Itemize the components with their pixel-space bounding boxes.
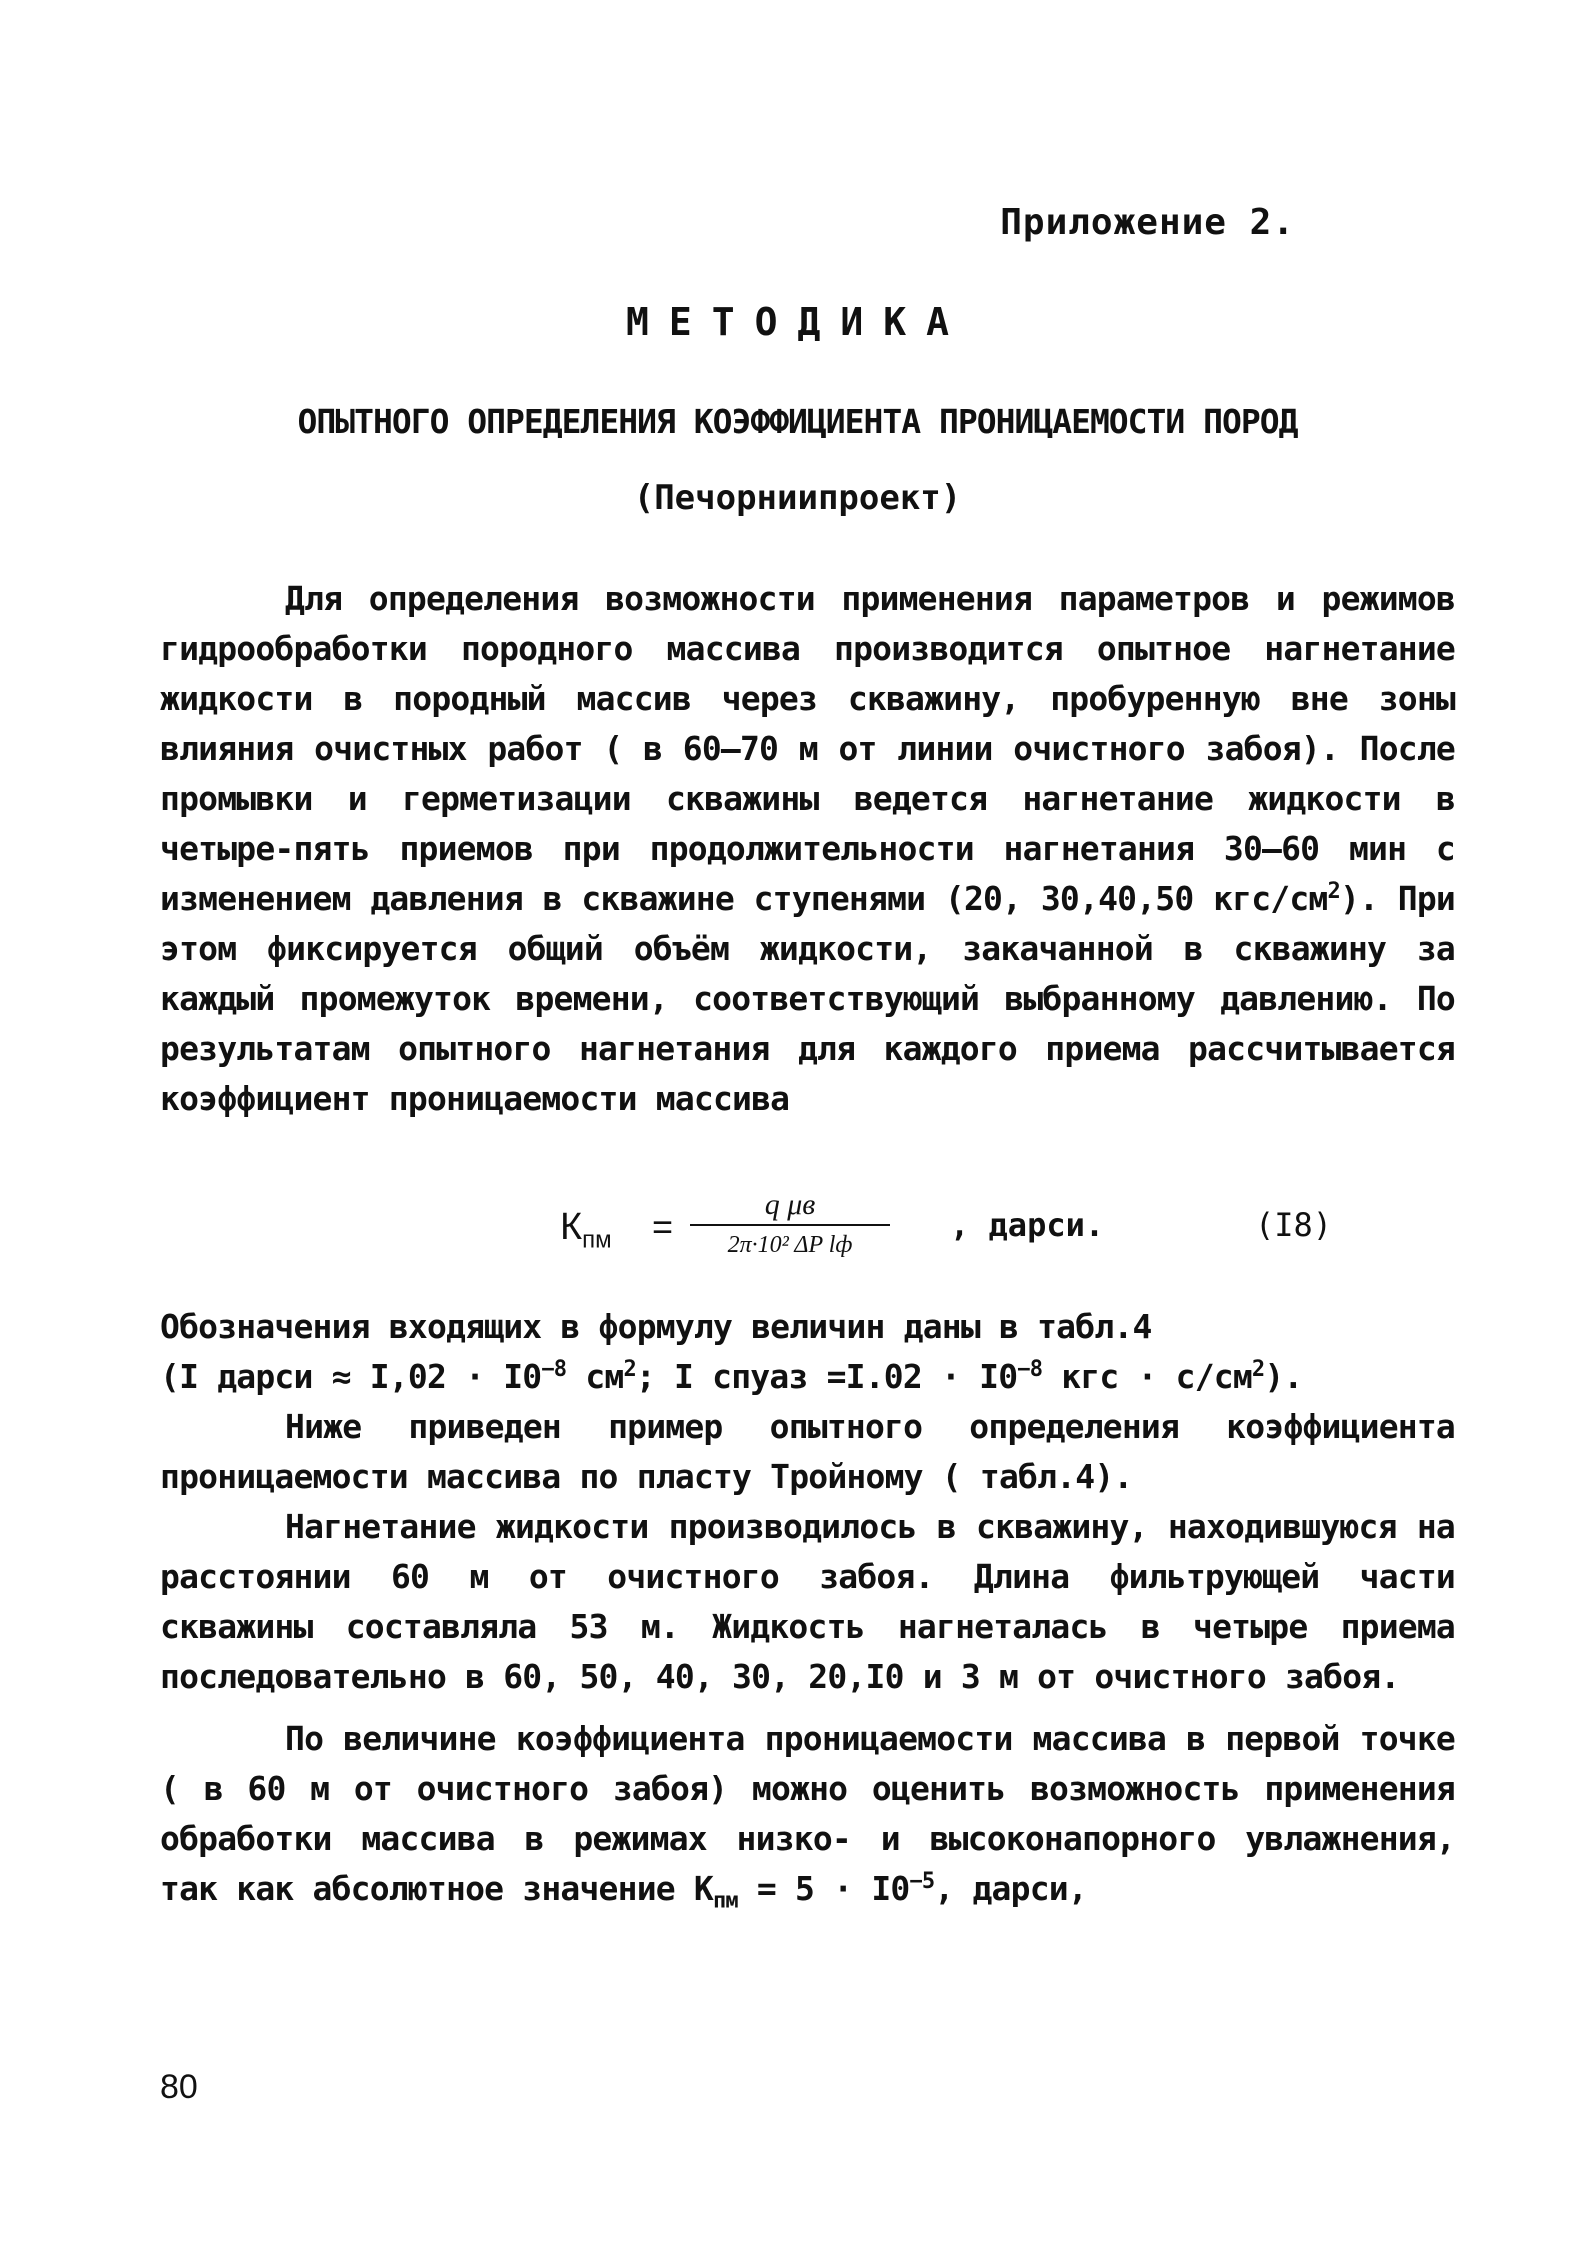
paragraph-2-line-2: (I дарси ≈ $I,02 \cdot I0^{-8}$ $см^2$; I спуаз $=I.02 \cdot I0^{-8}$ кгс · $с/см^2$). — [160, 1357, 1303, 1396]
document-title: МЕТОДИКА — [625, 300, 970, 344]
paragraph-3: Ниже приведен пример опытного определения коэффициента проницаемости массива по пласту Тройному ( табл.4). — [160, 1407, 1455, 1496]
permeability-formula — [560, 1188, 1340, 1268]
paragraph-intro — [160, 574, 1455, 1124]
paragraph-4: Нагнетание жидкости производилось в скважину, находившуюся на расстоянии 60 м от очистного забоя. Длина фильтрующей части скважины составляла 53 м. Жидкость нагнеталась в четыре приема последовательно в 60, 50, 40, 30, 20,I0 и 3 м от очистного забоя. — [160, 1507, 1455, 1696]
paragraph-5: По величине коэффициента проницаемости массива в первой точке ( в 60 м от очистного забоя) можно оценить возможность применения обработки массива в режимах низко- и высоконапорного увлажнения, так как абсолютное значение $К_{пм} = 5 \cdot I0^{-5}$, дарси, — [160, 1719, 1455, 1914]
appendix-label: Приложение 2. — [1000, 202, 1295, 243]
formula-numerator: q μв — [690, 1188, 890, 1226]
paragraph-2-line-1: Обозначения входящих в формулу величин даны в табл.4 — [160, 1307, 1152, 1346]
formula-number: (I8) — [1255, 1206, 1333, 1244]
formula-denominator: 2π·10² ΔP lф — [727, 1232, 853, 1258]
formula-equals: = — [652, 1206, 674, 1247]
organization-name: (Печорниипроект) — [633, 478, 962, 518]
paragraph-body — [160, 1302, 1455, 1927]
paragraph-1: Для определения возможности применения параметров и режимов гидрообработки породного массива производится опытное нагнетание жидкости в породный массив через скважину, пробуренную вне зоны влияния очистных работ ( в 60–70 м от линии очистного забоя). После промывки и герметизации скважины ведется нагнетание жидкости в четыре-пять приемов при продолжительности нагнетания 30–60 мин с изменением давления в скважине ступенями (20, 30,40,50 кгс/$см^2$). При этом фиксируется общий объём жидкости, закачанной в скважину за каждый промежуток времени, соответствующий выбранному давлению. По результатам опытного нагнетания для каждого приема рассчитывается коэффициент проницаемости массива — [160, 579, 1455, 1118]
page-number: 80 — [160, 2068, 198, 2106]
document-subtitle: ОПЫТНОГО ОПРЕДЕЛЕНИЯ КОЭФФИЦИЕНТА ПРОНИЦАЕМОСТИ ПОРОД — [297, 402, 1298, 441]
formula-fraction — [690, 1188, 890, 1259]
formula-lhs: $К_{пм}$ — [560, 1206, 612, 1254]
formula-unit: , дарси. — [950, 1206, 1105, 1244]
